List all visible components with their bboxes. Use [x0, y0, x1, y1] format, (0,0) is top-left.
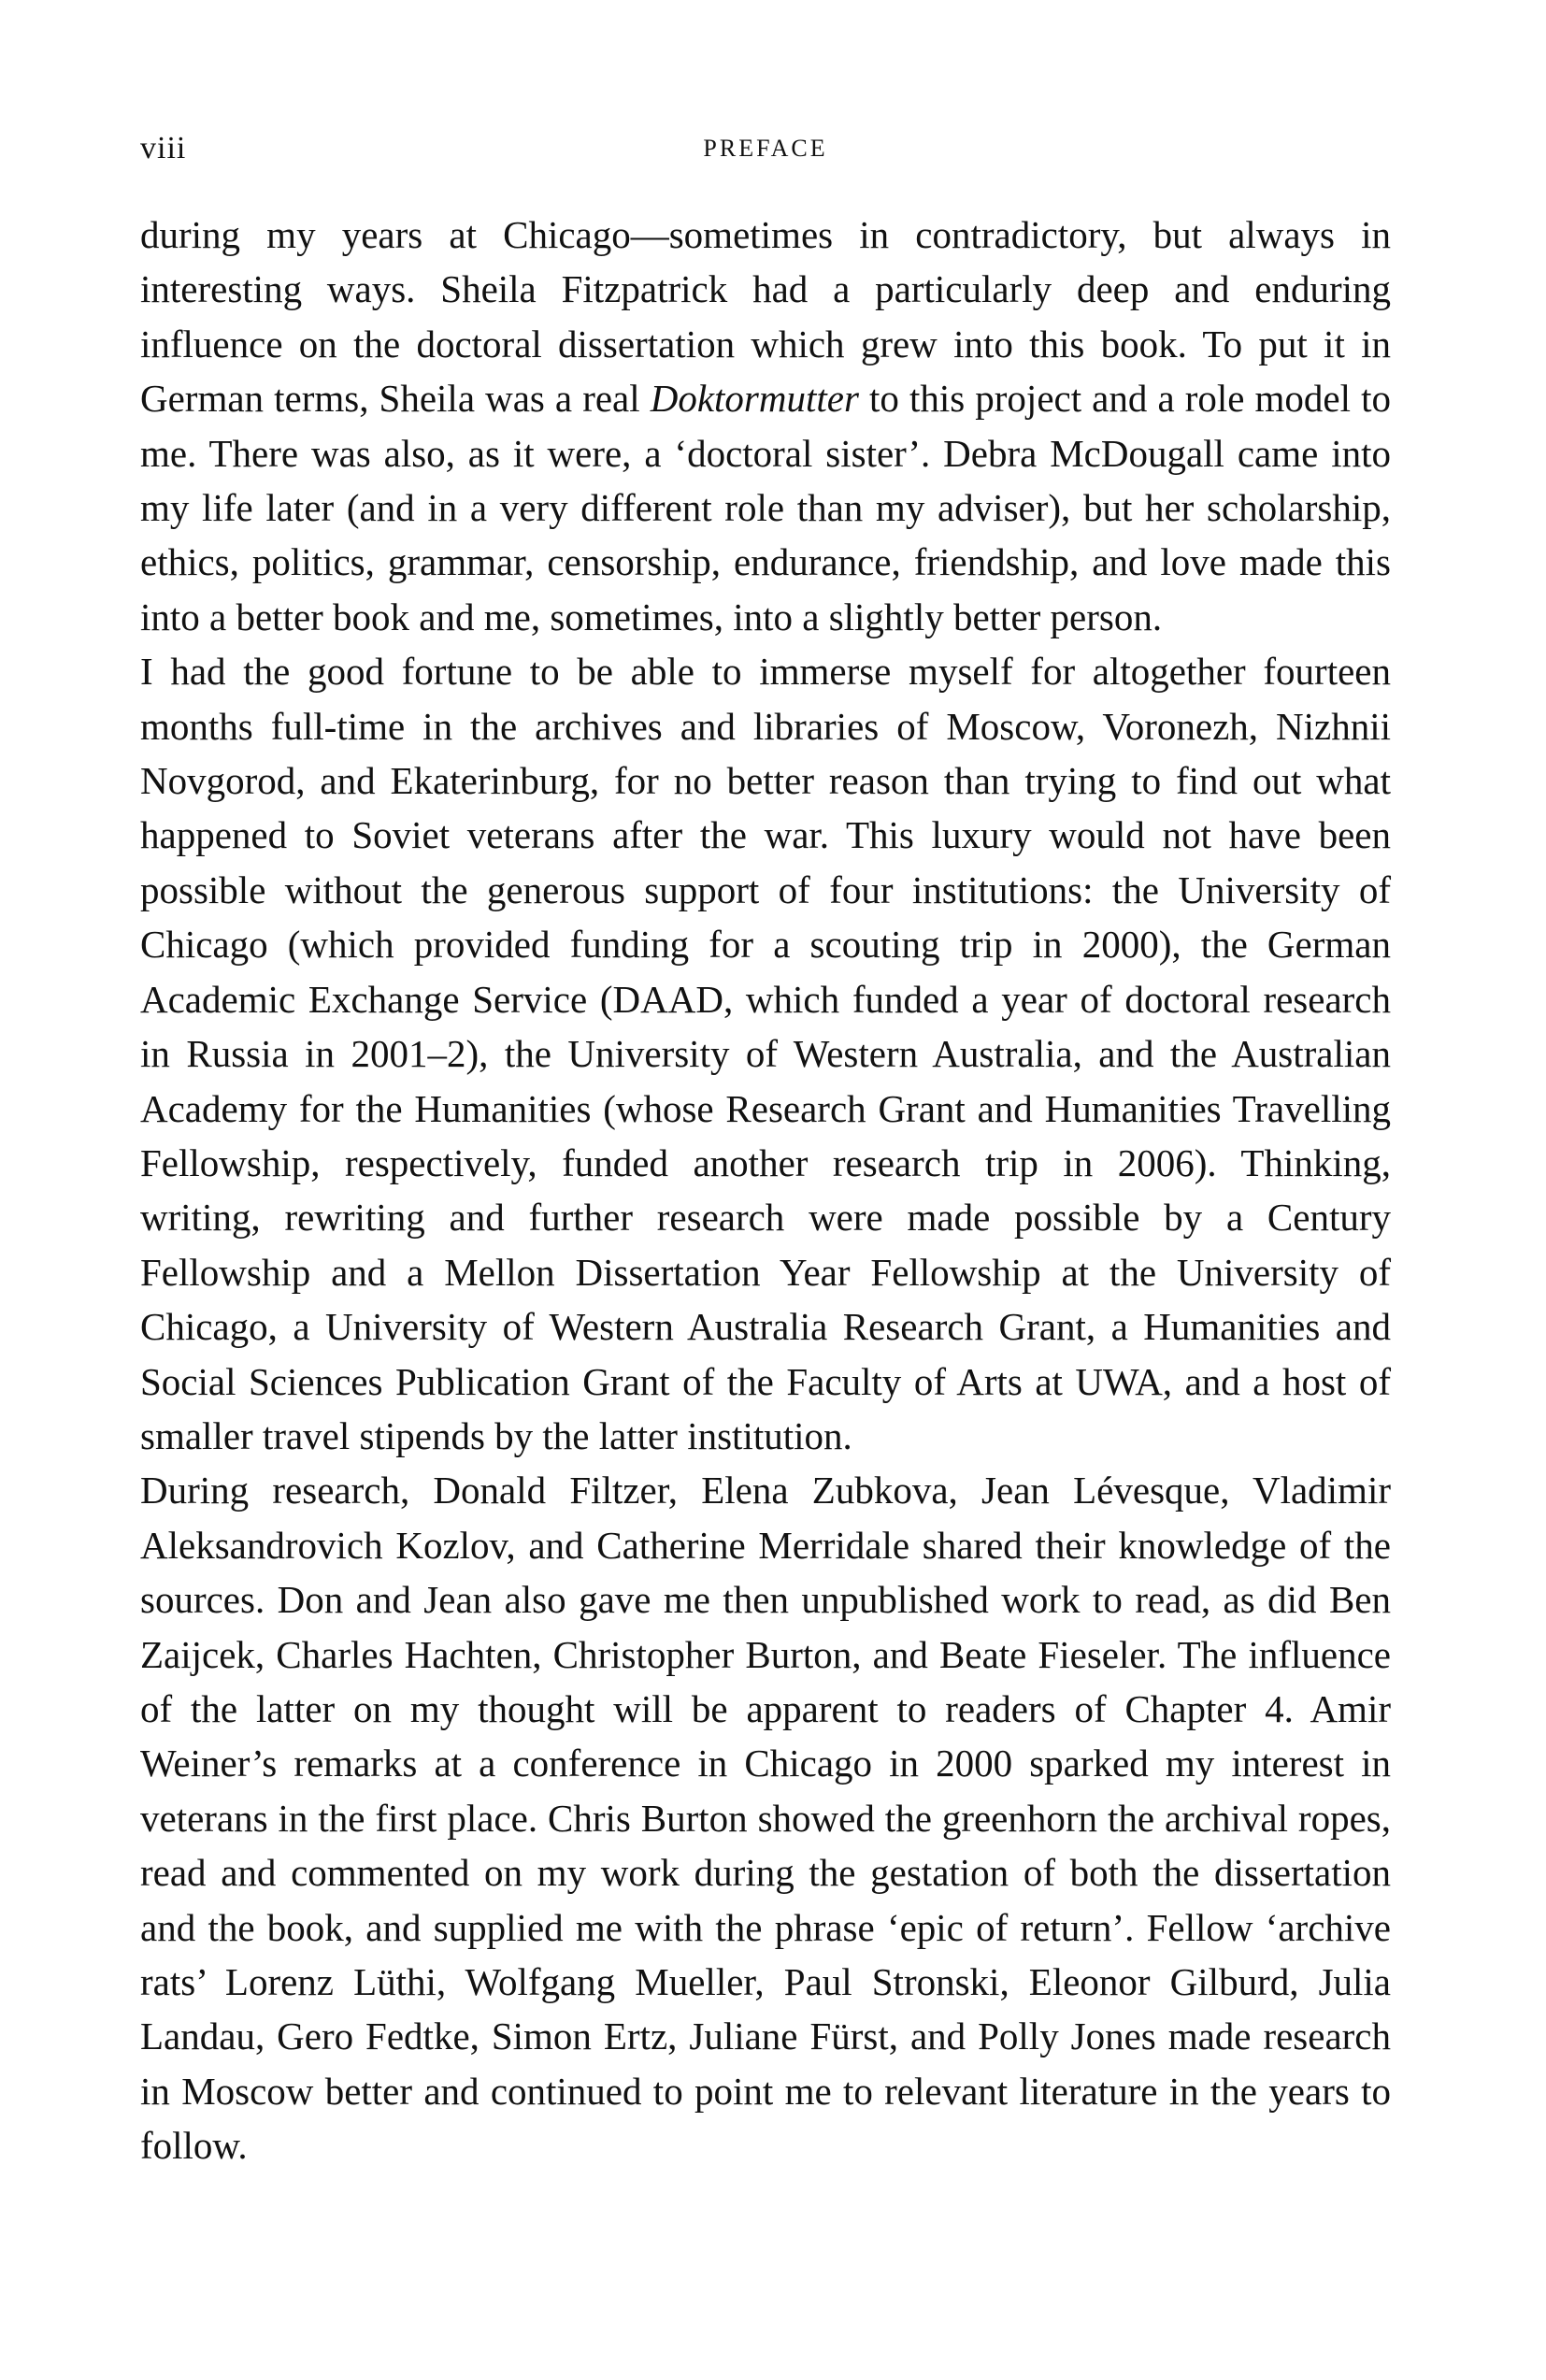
paragraph-funding: I had the good fortune to be able to immerse myself for altogether fourteen months full-time in the archives and libraries of Moscow, Voronezh, Nizhnii Novgorod, and Ekaterinburg, for no better reason than trying to find out what happened to Soviet veterans after the war. This luxury would not have been possible without the generous support of four institutions: the University of Chicago (which provided funding for a scouting trip in 2000), the German Academic Exchange Service (DAAD, which funded a year of doctoral research in Russia in 2001–2), the University of Western Australia, and the Australian Academy for the Humanities (whose Research Grant and Humanities Travelling Fellowship, respectively, funded another research trip in 2006). Thinking, writing, rewriting and further research were made possible by a Century Fellowship and a Mellon Dissertation Year Fellowship at the University of Chicago, a University of Western Australia Research Grant, a Humanities and Social Sciences Publication Grant of the Faculty of Arts at UWA, and a host of smaller travel stipends by the latter institution. [140, 650, 1391, 1457]
body-text [140, 208, 1391, 2173]
book-page [140, 131, 1391, 2173]
page-number: viii [140, 131, 187, 165]
running-title: PREFACE [703, 135, 828, 162]
italic-term: Doktormutter [650, 377, 859, 421]
paragraph-text: to this project and a role model to me. There was also, as it were, a ‘doctoral sister’. Debra McDougall came into my life later (and in a very different role than my adviser), but her scholarship, ethics, politics, grammar, censorship, endurance, friendship, and love made this into a better book and me, sometimes, into a slightly better person. [140, 377, 1391, 638]
running-head [140, 131, 1391, 178]
paragraph-research-acknowledgements: During research, Donald Filtzer, Elena Zubkova, Jean Lévesque, Vladimir Aleksandrovich Kozlov, and Catherine Merridale shared their knowledge of the sources. Don and Jean also gave me then unpublished work to read, as did Ben Zaijcek, Charles Hachten, Christopher Burton, and Beate Fieseler. The influence of the latter on my thought will be apparent to readers of Chapter 4. Amir Weiner’s remarks at a conference in Chicago in 2000 sparked my interest in veterans in the first place. Chris Burton showed the greenhorn the archival ropes, read and commented on my work during the gestation of both the dissertation and the book, and supplied me with the phrase ‘epic of return’. Fellow ‘archive rats’ Lorenz Lüthi, Wolfgang Mueller, Paul Stronski, Eleonor Gilburd, Julia Landau, Gero Fedtke, Simon Ertz, Juliane Fürst, and Polly Jones made research in Moscow better and continued to point me to relevant literature in the years to follow. [140, 1469, 1391, 2168]
paragraph-text: during my years at Chicago—sometimes in contradictory, but always in interesting ways. Sheila Fitzpatrick had a particularly deep and enduring influence on the doctoral dissertation which grew into this book. To put it in German terms, Sheila was a real [140, 213, 1391, 421]
paragraph-continued [140, 208, 1391, 644]
